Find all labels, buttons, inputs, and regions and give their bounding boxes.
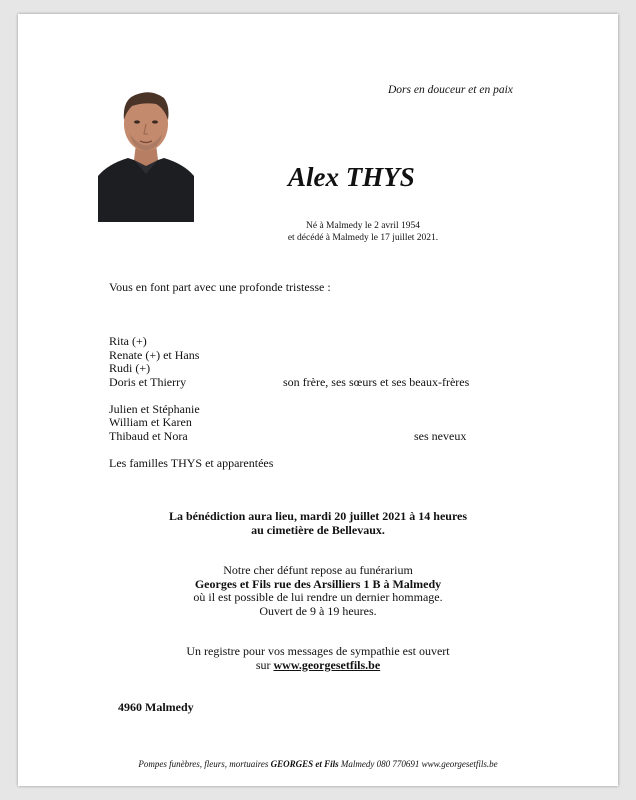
registry-line: Un registre pour vos messages de sympathie est ouvert (186, 644, 450, 658)
family-group: Les familles THYS et apparentées (109, 456, 274, 470)
footer (18, 759, 618, 769)
intro-text: Vous en font part avec une profonde tristesse : (109, 280, 331, 294)
birth-death-info (248, 220, 478, 244)
ceremony-info (0, 510, 636, 537)
family-name: Rudi (+) (109, 361, 151, 375)
website-link[interactable]: www.georgesetfils.be (273, 657, 381, 672)
ceremony-line: La bénédiction aura lieu, mardi 20 juillet 2021 à 14 heures (168, 509, 468, 523)
deceased-name: Alex THYS (288, 162, 415, 192)
family-name: Thibaud et Nora (109, 429, 188, 443)
portrait-photo (98, 84, 194, 222)
relation-label: ses neveux (414, 429, 467, 443)
birth-line: Né à Malmedy le 2 avril 1954 (306, 221, 420, 231)
epigraph: Dors en douceur et en paix (388, 84, 513, 96)
obituary-page (18, 14, 618, 786)
footer-brand: GEORGES et Fils (270, 759, 339, 769)
registry-info (0, 645, 636, 672)
funeral-home-line: Notre cher défunt repose au funérarium (223, 563, 413, 577)
family-name: William et Karen (109, 415, 192, 429)
funeral-home-line: où il est possible de lui rendre un dernier hommage. (193, 590, 443, 604)
family-name: Doris et Thierry (109, 375, 187, 389)
ceremony-line: au cimetière de Bellevaux. (251, 522, 385, 537)
death-line: et décédé à Malmedy le 17 juillet 2021. (287, 233, 439, 243)
city-label: 4960 Malmedy (118, 700, 194, 714)
funeral-home-hours: Ouvert de 9 à 19 heures. (259, 603, 377, 618)
family-name: Julien et Stéphanie (109, 402, 200, 416)
registry-prefix: sur (255, 657, 271, 672)
footer-text: Pompes funèbres, fleurs, mortuaires (138, 759, 269, 769)
footer-contact: Malmedy 080 770691 www.georgesetfils.be (340, 759, 498, 769)
relation-label: son frère, ses sœurs et ses beaux-frères (283, 375, 470, 389)
registry-link-line (0, 659, 636, 673)
family-name: Rita (+) (109, 334, 147, 348)
funeral-home-address: Georges et Fils rue des Arsilliers 1 B à Malmedy (194, 576, 442, 591)
family-name: Renate (+) et Hans (109, 348, 200, 362)
funeral-home-info (0, 564, 636, 618)
